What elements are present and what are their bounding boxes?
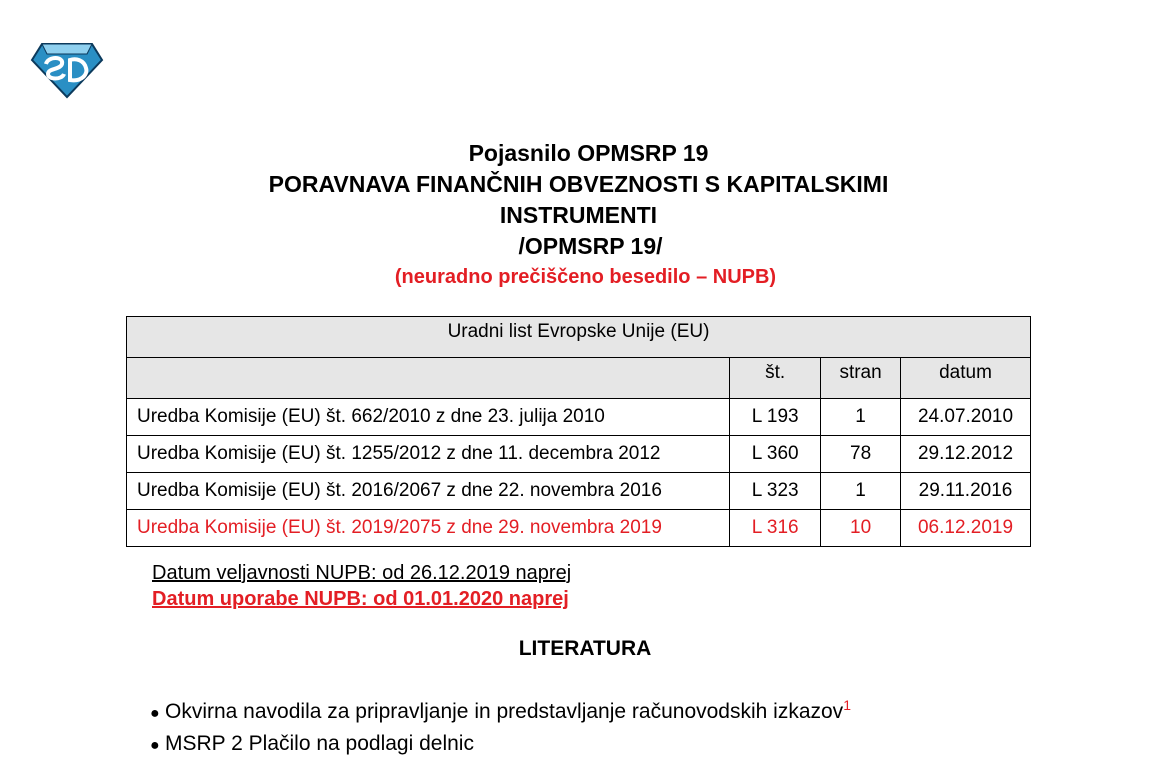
title-line-2: PORAVNAVA FINANČNIH OBVEZNOSTI S KAPITALSKIMI — [268, 171, 889, 197]
literature-item-text: Okvirna navodila za pripravljanje in predstavljanje računovodskih izkazov — [165, 700, 844, 723]
regulation-datum: 24.07.2010 — [901, 399, 1031, 436]
list-item — [150, 729, 851, 761]
regulation-stran: 1 — [821, 399, 901, 436]
validity-dates — [152, 560, 571, 612]
column-header-st: št. — [730, 358, 821, 399]
regulation-datum: 29.12.2012 — [901, 436, 1031, 473]
regulation-desc: Uredba Komisije (EU) št. 1255/2012 z dne 11. decembra 2012 — [127, 436, 730, 473]
literature-heading: LITERATURA — [518, 637, 652, 660]
document-title — [0, 138, 1157, 292]
footnote-ref[interactable]: 1 — [843, 697, 851, 713]
validity-date: Datum veljavnosti NUPB: od 26.12.2019 naprej — [152, 562, 572, 584]
regulation-datum: 06.12.2019 — [901, 510, 1031, 547]
table-heading: Uradni list Evropske Unije (EU) — [127, 317, 1031, 358]
title-line-3: INSTRUMENTI — [499, 202, 658, 228]
regulation-st: L 323 — [730, 473, 821, 510]
regulation-table — [126, 316, 1031, 547]
table-column-header-row — [127, 358, 1031, 399]
application-date: Datum uporabe NUPB: od 01.01.2020 naprej — [152, 588, 569, 610]
regulation-desc: Uredba Komisije (EU) št. 2019/2075 z dne 29. novembra 2019 — [127, 510, 730, 547]
regulation-st: L 193 — [730, 399, 821, 436]
regulation-stran: 1 — [821, 473, 901, 510]
table-row — [127, 510, 1031, 547]
table-row — [127, 436, 1031, 473]
table-row — [127, 473, 1031, 510]
title-line-4: /OPMSRP 19/ — [518, 233, 663, 259]
regulation-datum: 29.11.2016 — [901, 473, 1031, 510]
regulation-desc: Uredba Komisije (EU) št. 2016/2067 z dne 22. novembra 2016 — [127, 473, 730, 510]
table-row — [127, 399, 1031, 436]
regulation-st: L 316 — [730, 510, 821, 547]
bullet-icon: ● — [150, 705, 160, 722]
regulation-stran: 10 — [821, 510, 901, 547]
column-header-datum: datum — [901, 358, 1031, 399]
list-item — [150, 690, 851, 729]
title-line-1: Pojasnilo OPMSRP 19 — [468, 140, 709, 166]
table-header-row — [127, 317, 1031, 358]
literature-item-text: MSRP 2 Plačilo na podlagi delnic — [165, 732, 474, 755]
diamond-logo-icon — [30, 40, 104, 100]
column-header-stran: stran — [821, 358, 901, 399]
regulation-st: L 360 — [730, 436, 821, 473]
column-header-empty — [127, 358, 730, 399]
title-note: (neuradno prečiščeno besedilo – NUPB) — [394, 266, 777, 288]
regulation-stran: 78 — [821, 436, 901, 473]
bullet-icon: ● — [150, 737, 160, 754]
regulation-desc: Uredba Komisije (EU) št. 662/2010 z dne 23. julija 2010 — [127, 399, 730, 436]
literature-list — [150, 690, 851, 761]
